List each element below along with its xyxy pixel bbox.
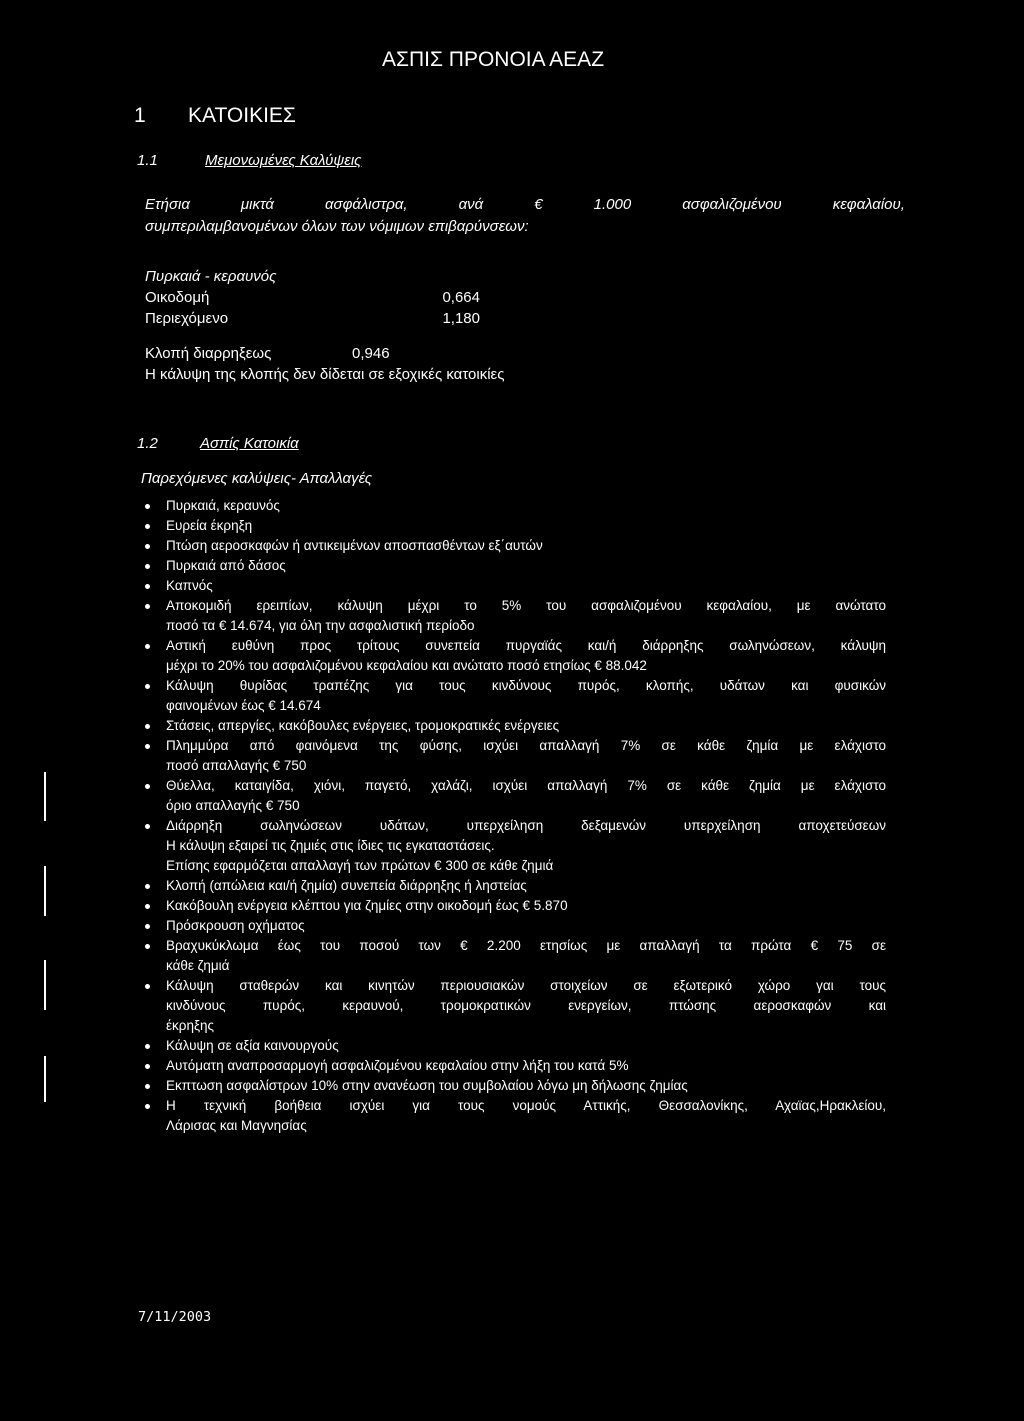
section-title: ΚΑΤΟΙΚΙΕΣ xyxy=(188,104,296,127)
feature-line: έκρηξης xyxy=(166,1018,215,1033)
section-number: 1 xyxy=(134,104,146,127)
feature-item xyxy=(166,496,886,516)
footer-date: 7/11/2003 xyxy=(138,1309,212,1325)
feature-line: Κακόβουλη ενέργεια κλέπτου για ζημίες στην οικοδομή έως € 5.870 xyxy=(166,898,568,913)
feature-line: Κάλυψη σταθερών και κινητών περιουσιακών στοιχείων σε εξωτερικό χώρο γαι τους xyxy=(166,978,886,993)
intro-word: ασφαλιζομένου xyxy=(682,196,782,213)
intro-word: Ετήσια xyxy=(145,196,190,213)
subsection-title-2: Ασπίς Κατοικία xyxy=(200,435,299,452)
feature-line: Αυτόματη αναπροσαρμογή ασφαλιζομένου κεφαλαίου στην λήξη του κατά 5% xyxy=(166,1058,629,1073)
feature-item xyxy=(166,936,886,976)
feature-line: Πτώση αεροσκαφών ή αντικειμένων αποσπασθέντων εξ΄αυτών xyxy=(166,538,543,553)
feature-line: ποσό τα € 14.674, για όλη την ασφαλιστική περίοδο xyxy=(166,618,475,633)
subsection-title-1: Μεμονωμένες Καλύψεις xyxy=(205,152,362,169)
feature-line: Διάρρηξη σωληνώσεων υδάτων, υπερχείληση δεξαμενών υπερχείληση αποχετεύσεων xyxy=(166,818,886,833)
feature-item xyxy=(166,536,886,556)
features-title: Παρεχόμενες καλύψεις- Απαλλαγές xyxy=(141,470,373,487)
intro-word: μικτά xyxy=(240,196,274,213)
margin-mark xyxy=(44,772,46,821)
intro-word: 1.000 xyxy=(593,196,632,213)
feature-line: Επίσης εφαρμόζεται απαλλαγή των πρώτων € 300 σε κάθε ζημιά xyxy=(166,858,554,873)
feature-line: Στάσεις, απεργίες, κακόβουλες ενέργειες, τρομοκρατικές ενέργειες xyxy=(166,718,560,733)
subsection-number-2: 1.2 xyxy=(137,435,158,452)
feature-item xyxy=(166,596,886,636)
feature-item xyxy=(166,1096,886,1136)
feature-line: Αστική ευθύνη προς τρίτους συνεπεία πυργαϊάς και/ή διάρρηξης σωληνώσεων, κάλυψη xyxy=(166,638,886,653)
feature-item xyxy=(166,576,886,596)
feature-line: φαινομένων έως € 14.674 xyxy=(166,698,321,713)
feature-item xyxy=(166,1076,886,1096)
intro-word: ασφάλιστρα, xyxy=(324,196,408,213)
section-heading xyxy=(134,104,296,128)
burglary-label: Κλοπή διαρρηξεως xyxy=(145,345,272,362)
feature-line: Πλημμύρα από φαινόμενα της φύσης, ισχύει απαλλαγή 7% σε κάθε ζημία με ελάχιστο xyxy=(166,738,886,753)
building-label: Οικοδομή xyxy=(145,289,210,306)
feature-line: Εκπτωση ασφαλίστρων 10% στην ανανέωση του συμβολαίου λόγω μη δήλωσης ζημίας xyxy=(166,1078,688,1093)
features-list xyxy=(166,496,886,1136)
building-value: 0,664 xyxy=(442,289,480,306)
feature-line: Θύελλα, καταιγίδα, χιόνι, παγετό, χαλάζι, ισχύει απαλλαγή 7% σε κάθε ζημία με ελάχιστο xyxy=(166,778,886,793)
feature-item xyxy=(166,676,886,716)
subsection-heading-2 xyxy=(137,435,299,452)
feature-item xyxy=(166,1036,886,1056)
feature-line: όριο απαλλαγής € 750 xyxy=(166,798,300,813)
feature-line: Κάλυψη σε αξία καινουργούς xyxy=(166,1038,339,1053)
premium-intro-line-1 xyxy=(145,194,905,216)
subsection-heading-1 xyxy=(137,152,361,169)
feature-line: Ευρεία έκρηξη xyxy=(166,518,253,533)
fire-heading: Πυρκαιά - κεραυνός xyxy=(145,268,277,285)
contents-value: 1,180 xyxy=(442,310,480,327)
feature-item xyxy=(166,636,886,676)
feature-line: Η κάλυψη εξαιρεί τις ζημιές στις ίδιες τις εγκαταστάσεις. xyxy=(166,838,495,853)
feature-line: Λάρισας και Μαγνησίας xyxy=(166,1118,307,1133)
feature-line: κινδύνους πυρός, κεραυνού, τρομοκρατικών ενεργείων, πτώσης αεροσκαφών και xyxy=(166,998,886,1013)
feature-item xyxy=(166,556,886,576)
feature-item xyxy=(166,1056,886,1076)
feature-line: Κλοπή (απώλεια και/ή ζημία) συνεπεία διάρρηξης ή ληστείας xyxy=(166,878,527,893)
feature-line: μέχρι το 20% του ασφαλιζομένου κεφαλαίου και ανώτατο ποσό ετησίως € 88.042 xyxy=(166,658,647,673)
feature-item xyxy=(166,716,886,736)
feature-item xyxy=(166,776,886,816)
feature-line: Η τεχνική βοήθεια ισχύει για τους νομούς Αττικής, Θεσσαλονίκης, Αχαϊας,Ηρακλείου, xyxy=(166,1098,886,1113)
contents-label: Περιεχόμενο xyxy=(145,310,229,327)
feature-item xyxy=(166,916,886,936)
feature-line: Πρόσκρουση οχήματος xyxy=(166,918,305,933)
feature-line: Πυρκαιά, κεραυνός xyxy=(166,498,280,513)
intro-word: κεφαλαίου, xyxy=(832,196,905,213)
intro-word: ανά xyxy=(458,196,484,213)
feature-item xyxy=(166,976,886,1036)
premium-intro xyxy=(145,194,905,238)
feature-line: Πυρκαιά από δάσος xyxy=(166,558,286,573)
feature-line: ποσό απαλλαγής € 750 xyxy=(166,758,307,773)
feature-item xyxy=(166,516,886,536)
feature-line: κάθε ζημιά xyxy=(166,958,230,973)
intro-word: € xyxy=(534,196,543,213)
feature-line: Βραχυκύκλωμα έως του ποσού των € 2.200 ετησίως με απαλλαγή τα πρώτα € 75 σε xyxy=(166,938,886,953)
company-name: ΑΣΠΙΣ ΠΡΟΝΟΙΑ ΑΕΑΖ xyxy=(382,48,605,71)
margin-mark xyxy=(44,1056,46,1102)
feature-item xyxy=(166,816,886,876)
premium-intro-line-2: συμπεριλαμβανομένων όλων των νόμιμων επιβαρύνσεων: xyxy=(145,218,529,235)
feature-line: Αποκομιδή ερειπίων, κάλυψη μέχρι το 5% του ασφαλιζομένου κεφαλαίου, με ανώτατο xyxy=(166,598,886,613)
feature-item xyxy=(166,736,886,776)
feature-item xyxy=(166,876,886,896)
burglary-value: 0,946 xyxy=(352,345,390,362)
feature-item xyxy=(166,896,886,916)
subsection-number-1: 1.1 xyxy=(137,152,158,169)
margin-mark xyxy=(44,866,46,916)
feature-line: Καπνός xyxy=(166,578,213,593)
feature-line: Κάλυψη θυρίδας τραπέζης για τους κινδύνους πυρός, κλοπής, υδάτων και φυσικών xyxy=(166,678,886,693)
margin-mark xyxy=(44,960,46,1010)
burglary-note: Η κάλυψη της κλοπής δεν δίδεται σε εξοχικές κατοικίες xyxy=(145,366,505,383)
